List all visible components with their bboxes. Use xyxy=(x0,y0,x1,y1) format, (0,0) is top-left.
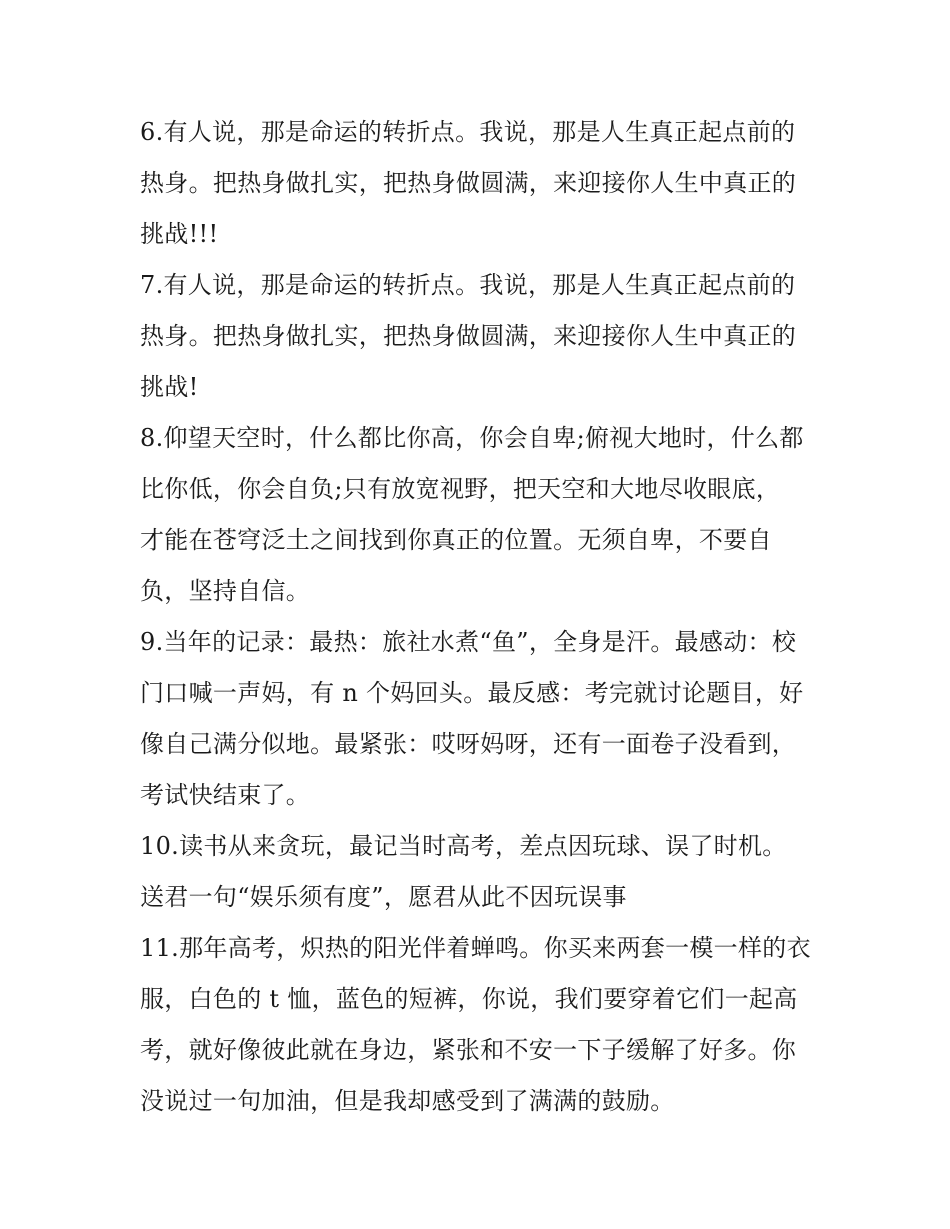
paragraph-10 xyxy=(140,821,820,923)
text-line: 比你低，你会自负;只有放宽视野，把天空和大地尽收眼底， xyxy=(140,475,781,503)
text-line: 服，白色的 t 恤，蓝色的短裤，你说，我们要穿着它们一起高 xyxy=(140,985,798,1013)
text-line: 热身。把热身做扎实，把热身做圆满，来迎接你人生中真正的 xyxy=(140,169,797,197)
paragraph-6 xyxy=(140,107,820,260)
text-line: 才能在苍穹泛土之间找到你真正的位置。无须自卑，不要自 xyxy=(140,526,772,554)
paragraph-9 xyxy=(140,617,820,821)
text-line: 负，坚持自信。 xyxy=(140,577,311,605)
paragraph-7 xyxy=(140,260,820,413)
text-line: 像自己满分似地。最紧张：哎呀妈呀，还有一面卷子没看到， xyxy=(140,730,797,758)
document-body xyxy=(140,107,820,1127)
text-line: 没说过一句加油，但是我却感受到了满满的鼓励。 xyxy=(140,1087,675,1115)
text-line: 门口喊一声妈，有 n 个妈回头。最反感：考完就讨论题目，好 xyxy=(140,679,804,707)
text-line: 挑战! xyxy=(140,373,199,401)
text-line: 考试快结束了。 xyxy=(140,781,311,809)
paragraph-8 xyxy=(140,413,820,617)
text-line: 10.读书从来贪玩，最记当时高考，差点因玩球、误了时机。 xyxy=(140,832,787,860)
text-line: 9.当年的记录：最热：旅社水煮“鱼”，全身是汗。最感动：校 xyxy=(140,628,797,656)
text-line: 挑战!!! xyxy=(140,220,219,248)
text-line: 8.仰望天空时，什么都比你高，你会自卑;俯视大地时，什么都 xyxy=(140,424,804,452)
text-line: 7.有人说，那是命运的转折点。我说，那是人生真正起点前的 xyxy=(140,271,796,299)
text-line: 考，就好像彼此就在身边，紧张和不安一下子缓解了好多。你 xyxy=(140,1036,797,1064)
paragraph-11 xyxy=(140,923,820,1127)
text-line: 热身。把热身做扎实，把热身做圆满，来迎接你人生中真正的 xyxy=(140,322,797,350)
text-line: 6.有人说，那是命运的转折点。我说，那是人生真正起点前的 xyxy=(140,118,796,146)
text-line: 11.那年高考，炽热的阳光伴着蝉鸣。你买来两套一模一样的衣 xyxy=(140,934,811,962)
text-line: 送君一句“娱乐须有度”，愿君从此不因玩误事 xyxy=(140,883,627,911)
